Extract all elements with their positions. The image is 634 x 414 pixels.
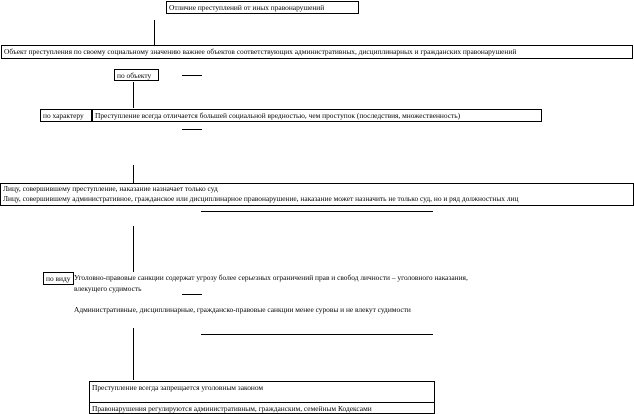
connector-line (133, 328, 134, 380)
separator-line (201, 334, 433, 335)
by-object-label: по объекту (114, 69, 159, 81)
connector-line (133, 226, 134, 272)
authority-statement-box (0, 183, 634, 206)
authority-line-2: Лицу, совершившему административное, гражданское или дисциплинарное правонарушение, наказание может назначить не только суд, но и ряд должностных лиц (3, 194, 519, 203)
separator-line (201, 211, 433, 212)
authority-line-1: Лицу, совершившему преступление, наказание назначает только суд (3, 184, 218, 193)
type-line-1: Уголовно-правовые санкции содержат угрозу более серьезных ограничений прав и свобод личности – уголовного наказания, (74, 273, 468, 282)
diagram-title: Отличие преступлений от иных правонарушений (166, 1, 359, 14)
object-statement-box: Объект преступления по своему социальному значению важнее объектов соответствующих административных, дисциплинарных и гражданских правонарушений (1, 45, 633, 59)
type-line-3: Административные, дисциплинарные, гражданско-правовые санкции менее суровы и не влекут судимости (74, 305, 411, 314)
connector-line (154, 20, 155, 46)
connector-line (133, 165, 134, 183)
law-line-1: Преступление всегда запрещается уголовным законом (92, 383, 264, 392)
law-separator (90, 402, 434, 403)
law-statement-box (89, 381, 435, 414)
connector-dash (182, 75, 202, 76)
connector-dash (182, 129, 202, 130)
by-type-label: по виду (43, 272, 74, 285)
law-line-2: Правонарушения регулируются административным, гражданским, семейным Кодексами (92, 404, 372, 413)
type-line-2: влекущего судимость (74, 284, 142, 293)
connector-dash (182, 294, 202, 295)
by-character-label: по характеру (40, 109, 92, 122)
connector-line (133, 82, 134, 108)
character-statement-box: Преступление всегда отличается большей социальной вредностью, чем проступок (последствия, множественность) (92, 109, 542, 122)
